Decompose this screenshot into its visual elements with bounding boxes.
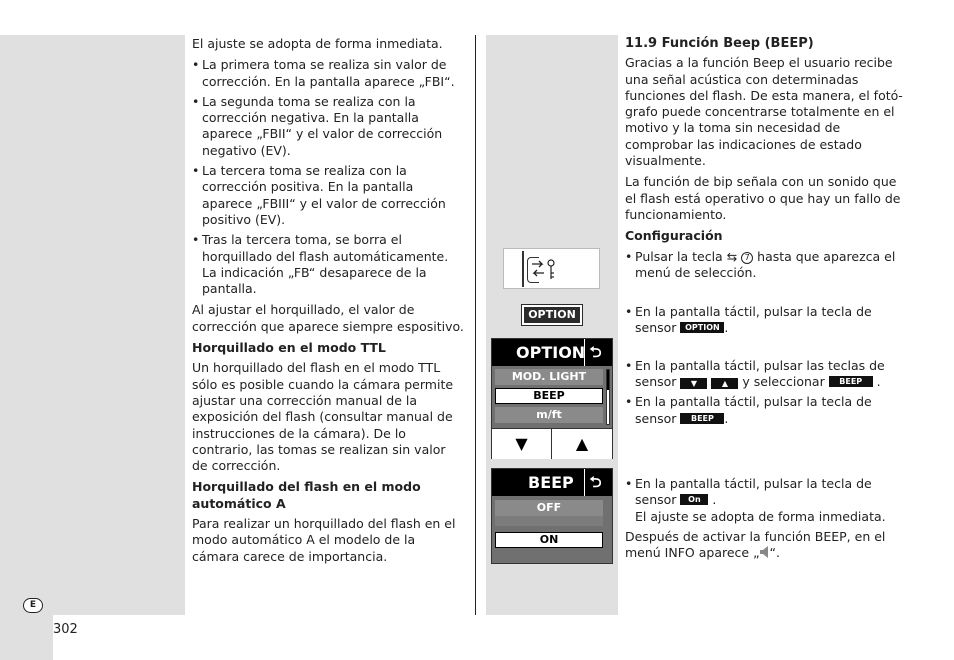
list-item: • La segunda toma se realiza con la corrección negativa. En la pantalla aparece „FBII“ y el valor de corrección negativo (EV). — [192, 94, 464, 159]
flash-body-sketch — [503, 248, 600, 289]
list-item: • La primera toma se realiza sin valor de corrección. En la pantalla aparece „FBI“. — [192, 57, 464, 90]
list-item: • En la pantalla táctil, pulsar la tecla de sensor BEEP . — [625, 394, 905, 427]
ttl-paragraph: Un horquillado del flash en el modo TTL sólo es posible cuando la cámara permite ajustar una corrección manual de la exposición del flash (consultar manual de instrucciones de la cámara). De lo contrario, las tomas se realizan sin valor de corrección. — [192, 360, 454, 474]
section-heading: 11.9 Función Beep (BEEP) — [625, 36, 814, 51]
option-button[interactable]: OPTION — [522, 305, 582, 325]
on-key-icon: On — [680, 494, 708, 505]
beep-menu-screen — [491, 468, 613, 564]
scroll-up-button[interactable]: ▲ — [575, 434, 589, 453]
menu-item-units[interactable]: m/ft — [495, 407, 603, 423]
config-steps-3-4 — [625, 358, 905, 427]
auto-mode-paragraph: Para realizar un horquillado del flash en el modo automático A el modelo de la cámara carece de importancia. — [192, 516, 456, 564]
config-step-1 — [625, 249, 905, 282]
scrollbar-thumb[interactable] — [607, 370, 609, 390]
column-divider — [475, 35, 476, 615]
menu-item-beep[interactable]: BEEP — [495, 388, 603, 404]
bracketing-steps-list — [192, 57, 464, 297]
screen-title: BEEP — [528, 473, 574, 492]
menu-spacer — [495, 516, 603, 526]
positive-value-note: Al ajustar el horquillado, el valor de corrección que aparece siempre espositivo. — [192, 302, 464, 334]
beep-key-icon: BEEP — [829, 376, 873, 387]
ttl-heading: Horquillado en el modo TTL — [192, 340, 386, 356]
beep-intro-paragraph: Gracias a la función Beep el usuario recibe una señal acústica con determinadas funciones del flash. De esta manera, el fotógrafo puede concentrarse totalmente en el motivo y la toma sin necesidad de comprobar las indicaciones de estado visualmente. — [625, 55, 903, 169]
page-number: 302 — [53, 622, 78, 637]
mode-toggle-icon: ⇆ — [726, 248, 738, 264]
list-item: • La tercera toma se realiza con la corrección positiva. En la pantalla aparece „FBIII“ y el valor de corrección positivo (EV). — [192, 163, 464, 228]
language-badge: E — [23, 598, 43, 613]
config-step-2 — [625, 304, 905, 337]
config-step-5 — [625, 476, 905, 525]
menu-scrollbar[interactable] — [606, 369, 610, 425]
right-text-column — [625, 36, 905, 566]
beep-option-off[interactable]: OFF — [495, 500, 603, 516]
list-item: • En la pantalla táctil, pulsar las teclas de sensor ▼ ▲ y seleccionar BEEP . — [625, 358, 905, 391]
list-item: • En la pantalla táctil, pulsar la tecla de sensor OPTION . — [625, 304, 905, 337]
configuration-heading: Configuración — [625, 228, 723, 244]
menu-item-mod-light[interactable]: MOD. LIGHT — [495, 369, 603, 385]
navigation-row — [492, 428, 612, 459]
screen-title: OPTION — [516, 343, 586, 362]
left-text-column — [192, 36, 464, 570]
auto-mode-heading: Horquillado del flash en el modo automático A — [192, 479, 421, 511]
arrow-up-key-icon: ▲ — [711, 378, 738, 389]
beep-key-icon: BEEP — [680, 413, 724, 424]
margin-band-left-upper — [53, 35, 185, 615]
list-item: • En la pantalla táctil, pulsar la tecla de sensor On . El ajuste se adopta de forma inmediata. — [625, 476, 905, 525]
beep-purpose-paragraph: La función de bip señala con un sonido que el flash está operativo o que hay un fallo de funcionamiento. — [625, 174, 901, 222]
scroll-down-button[interactable]: ▼ — [492, 429, 552, 459]
speaker-icon — [760, 546, 770, 558]
option-menu-screen — [491, 338, 613, 459]
screen-title-bar — [492, 469, 612, 496]
arrow-down-key-icon: ▼ — [680, 378, 707, 389]
back-arrow-icon[interactable]: ⮌ — [584, 339, 606, 366]
list-item: • Pulsar la tecla ⇆ 7 hasta que aparezca el menú de selección. — [625, 249, 905, 282]
list-item: • Tras la tercera toma, se borra el horquillado del flash automáticamente. La indicación „FB“ desaparece de la pantalla. — [192, 232, 464, 297]
margin-band-left — [0, 35, 53, 660]
key-icon — [546, 259, 556, 281]
intro-paragraph: El ajuste se adopta de forma inmediata. — [192, 36, 443, 51]
screen-title-bar — [492, 339, 612, 366]
callout-number: 7 — [741, 252, 753, 264]
option-key-icon: OPTION — [680, 322, 724, 333]
beep-option-on[interactable]: ON — [495, 532, 603, 548]
final-paragraph: Después de activar la función BEEP, en el menú INFO aparece „ “. — [625, 528, 886, 561]
back-arrow-icon[interactable]: ⮌ — [584, 469, 606, 496]
